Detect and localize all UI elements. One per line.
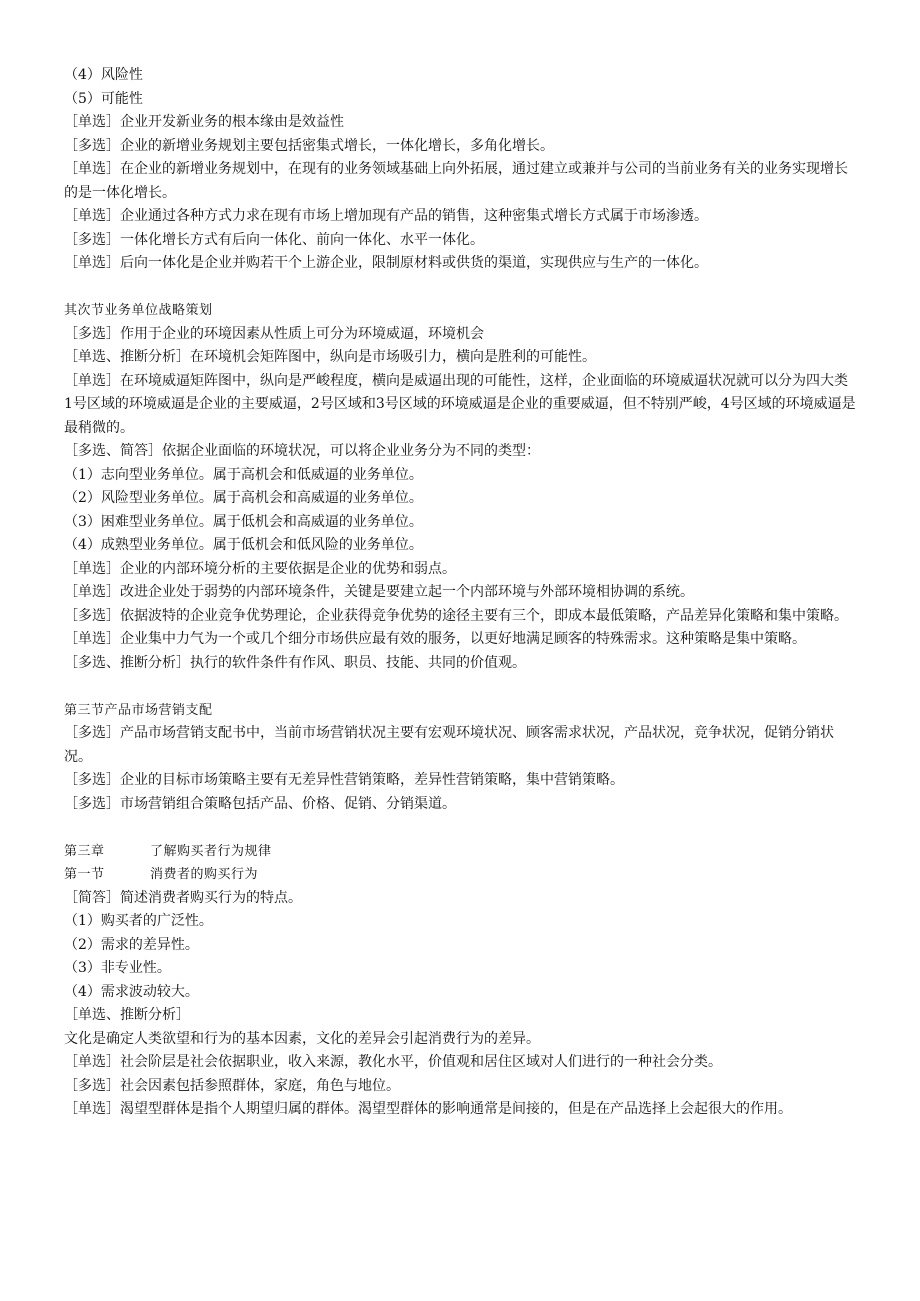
text-line: ［单选］社会阶层是社会依据职业，收入来源，教化水平，价值观和居住区域对人们进行的一种社会分类。 [64,1054,722,1070]
text-line: ［多选］市场营销组合策略包括产品、价格、促销、分销渠道。 [64,795,456,812]
text-line: （3）非专业性。 [64,960,171,976]
chapter-title: 了解购买者行为规律 [150,843,272,859]
text-line: ［单选、推断分析］在环境机会矩阵图中，纵向是市场吸引力，横向是胜利的可能性。 [64,349,596,365]
chapter-title: 消费者的购买行为 [150,867,259,882]
text-line: ［单选］企业开发新业务的根本缘由是效益性 [64,114,344,130]
text-line: ［多选、简答］依据企业面临的环境状况，可以将企业业务分为不同的类型： [64,443,540,459]
text-line: （1）志向型业务单位。属于高机会和低威逼的业务单位。 [64,466,423,483]
text-line: ［单选、推断分析］ [64,1007,190,1023]
text-line: （3）困难型业务单位。属于低机会和高威逼的业务单位。 [64,513,423,530]
text-line: ［单选］在企业的新增业务规划中，在现有的业务领域基础上向外拓展，通过建立或兼并与公司的当前业务有关的业务实现增长的是一体化增长。 [64,161,848,201]
text-line: （2）风险型业务单位。属于高机会和高威逼的业务单位。 [64,490,423,506]
text-line: （1）购买者的广泛性。 [64,913,213,929]
text-line: ［多选］作用于企业的环境因素从性质上可分为环境威逼，环境机会 [64,325,484,342]
chapter-heading [64,863,856,887]
text-line: ［多选］一体化增长方式有后向一体化、前向一体化、水平一体化。 [64,231,484,248]
text-line: （4）需求波动较大。 [64,983,199,1000]
section-heading: 第三节产品市场营销支配 [64,702,213,718]
text-line: ［多选］依据波特的企业竞争优势理论，企业获得竞争优势的途径主要有三个，即成本最低策略，产品差异化策略和集中策略。 [64,607,848,624]
text-line: ［单选］渴望型群体是指个人期望归属的群体。渴望型群体的影响通常是间接的，但是在产品选择上会起很大的作用。 [64,1101,792,1117]
text-line: （4）风险性 [64,67,143,83]
text-line: ［单选］企业通过各种方式力求在现有市场上增加现有产品的销售，这种密集式增长方式属于市场渗透。 [64,208,708,224]
text-line: ［多选］企业的新增业务规划主要包括密集式增长，一体化增长，多角化增长。 [64,137,554,154]
section-heading: 其次节业务单位战略策划 [64,303,213,318]
text-line: ［单选］改进企业处于弱势的内部环境条件，关键是要建立起一个内部环境与外部环境相协调的系统。 [64,584,694,600]
paragraph-gap [64,675,856,699]
text-line: ［多选、推断分析］执行的软件条件有作风、职员、技能、共同的价值观。 [64,654,526,671]
text-line: ［单选］企业的内部环境分析的主要依据是企业的优势和弱点。 [64,560,456,577]
text-line: ［单选］在环境威逼矩阵图中，纵向是严峻程度，横向是威逼出现的可能性，这样，企业面临的环境威逼状况就可以分为四大类 1号区域的环境威逼是企业的主要威逼，2号区域和3号区域的环境威逼是企业的重要威逼，但不特别严峻，4号区域的环境威逼是最稍微的。 [64,372,856,436]
text-line: ［单选］企业集中力气为一个或几个细分市场供应最有效的服务，以更好地满足顾客的特殊需求。这种策略是集中策略。 [64,631,806,647]
text-line: ［单选］后向一体化是企业并购若干个上游企业，限制原材料或供货的渠道，实现供应与生产的一体化。 [64,255,708,271]
text-line: （5）可能性 [64,90,143,107]
chapter-number: 第一节 [64,867,105,882]
text-line: （2）需求的差异性。 [64,936,199,953]
text-line: （4）成熟型业务单位。属于低机会和低风险的业务单位。 [64,537,423,553]
paragraph-gap [64,276,856,300]
text-line: ［简答］简述消费者购买行为的特点。 [64,889,302,906]
text-line: ［多选］产品市场营销支配书中，当前市场营销状况主要有宏观环境状况、顾客需求状况，产品状况，竞争状况，促销分销状况。 [64,725,834,765]
paragraph-gap [64,816,856,840]
text-line: ［多选］社会因素包括参照群体，家庭，角色与地位。 [64,1077,400,1094]
chapter-number: 第三章 [64,843,105,859]
text-line: ［多选］企业的目标市场策略主要有无差异性营销策略，差异性营销策略，集中营销策略。 [64,772,624,788]
document-page [64,64,856,1122]
chapter-heading [64,840,856,864]
text-line: 文化是确定人类欲望和行为的基本因素，文化的差异会引起消费行为的差异。 [64,1030,540,1047]
